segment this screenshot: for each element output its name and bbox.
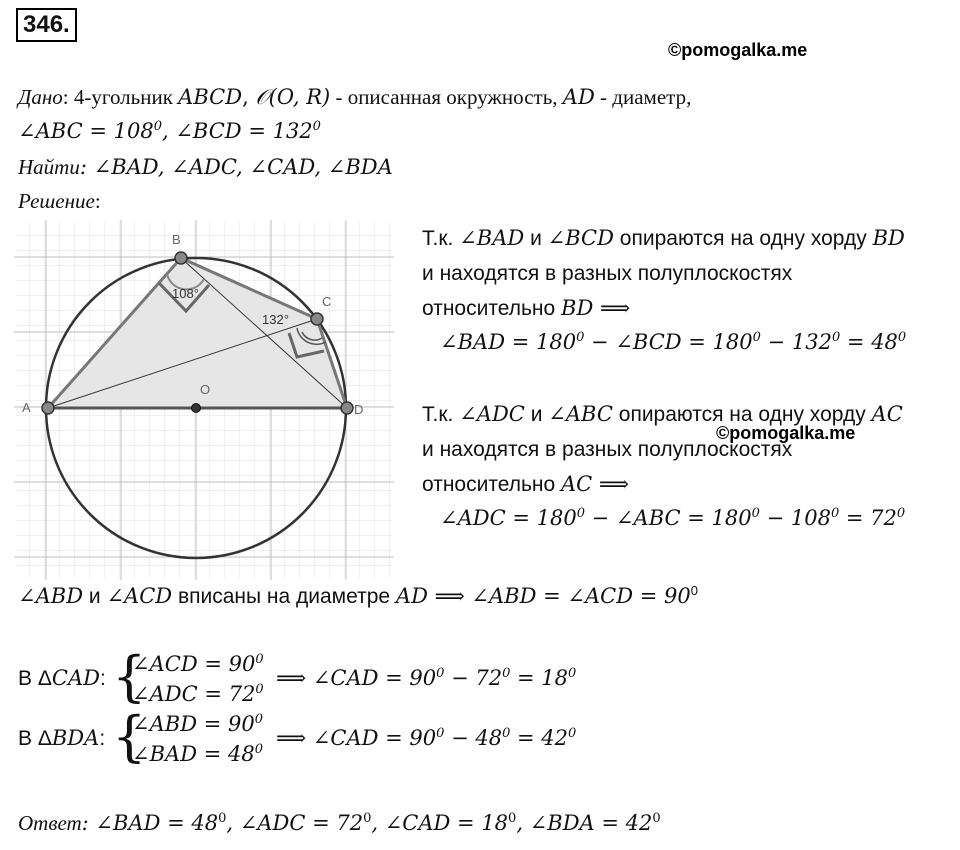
- t: и: [524, 403, 549, 426]
- deg: 0: [652, 811, 661, 826]
- t: − ∠BCD = 180: [584, 330, 753, 354]
- label-a: A: [22, 400, 31, 415]
- step2-line3: [422, 472, 629, 497]
- t: :: [99, 667, 106, 690]
- step4-prefix: [18, 666, 106, 691]
- angle: ∠BAD: [459, 226, 525, 250]
- t: ∠ABD = 90: [132, 712, 255, 736]
- t: ∠ADC = 180: [440, 506, 577, 530]
- t: − 132: [760, 330, 832, 354]
- angle: ∠ADC: [459, 402, 525, 426]
- t: вписаны на диаметре: [172, 585, 396, 608]
- diameter-name: AD: [562, 85, 595, 109]
- given-rest: - описанная окружность,: [330, 85, 563, 109]
- t: − ∠ABC = 180: [584, 506, 752, 530]
- solution-line: [18, 188, 101, 214]
- answer-label: Ответ: [18, 811, 82, 835]
- step4-result: [276, 666, 576, 690]
- label-o: O: [200, 382, 211, 397]
- step5-eq2: [132, 742, 263, 766]
- diameter: AD: [395, 584, 428, 608]
- point-a: [42, 402, 54, 414]
- t: , ∠BDA = 42: [516, 811, 653, 835]
- deg: 0: [502, 726, 511, 741]
- step2-result: [440, 506, 905, 530]
- step1-line3: [422, 296, 630, 321]
- quad-name: ABCD: [178, 85, 243, 109]
- t: ∠ACD = 90: [132, 652, 256, 676]
- deg: 0: [363, 811, 372, 826]
- step1-line1: [422, 226, 905, 251]
- problem-number: 346.: [16, 8, 77, 42]
- chord: AC ⟹: [561, 472, 630, 496]
- t: ⟹ ∠ABD = ∠ACD = 90: [427, 584, 691, 608]
- deg: 0: [896, 506, 906, 521]
- chord: AC: [871, 402, 903, 426]
- step1-result: [440, 330, 906, 354]
- deg: 0: [576, 506, 585, 521]
- deg: 0: [153, 119, 162, 134]
- deg: 0: [568, 726, 577, 741]
- t: В Δ: [18, 667, 52, 690]
- t: Т.к.: [422, 403, 460, 426]
- t: − 48: [444, 726, 503, 750]
- triangle: BDA: [51, 726, 100, 750]
- geometry-diagram: [14, 220, 394, 580]
- step4-eq2: [132, 682, 264, 706]
- step1-line2: и находятся в разных полуплоскостях: [422, 262, 793, 285]
- deg: 0: [576, 330, 585, 345]
- deg: 0: [752, 330, 761, 345]
- circle-name: 𝒪(O, R): [255, 85, 331, 109]
- given-line-1: Дано: 4-угольник ABCD, 𝒪(O, R) - описанная окружность, AD - диаметр,: [18, 85, 692, 109]
- t: опираются на одну хорду: [613, 227, 873, 250]
- point-d: [341, 402, 353, 414]
- point-c: [311, 313, 323, 325]
- step5-result: [276, 726, 576, 750]
- t: ∠BAD = 48: [132, 742, 255, 766]
- step5-prefix: [18, 726, 105, 751]
- point-o: [192, 404, 201, 413]
- t: = 48: [840, 330, 898, 354]
- t: относительно: [422, 473, 562, 496]
- deg: 0: [897, 330, 907, 345]
- t: − 72: [444, 666, 503, 690]
- given-text: : 4-угольник: [62, 85, 179, 109]
- t: , ∠ADC = 72: [226, 811, 364, 835]
- step3-line: [18, 584, 698, 609]
- label-d: D: [354, 402, 364, 417]
- t: , ∠CAD = 18: [371, 811, 509, 835]
- brace-5: {: [112, 705, 147, 768]
- deg: 0: [831, 330, 841, 345]
- deg: 0: [751, 506, 760, 521]
- triangle: CAD: [51, 666, 100, 690]
- angle-label-c: 132°: [262, 312, 289, 327]
- solution-colon: :: [94, 189, 101, 213]
- given-angle-abc: ∠ABC = 108: [18, 119, 154, 143]
- watermark-2: ©pomogalka.me: [716, 423, 856, 443]
- deg: 0: [436, 666, 445, 681]
- deg: 0: [436, 726, 445, 741]
- t: = 72: [839, 506, 897, 530]
- given-end: - диаметр,: [594, 85, 692, 109]
- step5-eq1: [132, 712, 263, 736]
- deg: 0: [312, 119, 321, 134]
- given-line-2: [18, 118, 321, 144]
- find-items: : ∠BAD, ∠ADC, ∠CAD, ∠BDA: [79, 155, 393, 179]
- solution-label: Решение: [18, 189, 95, 213]
- angle: ∠ABD: [18, 584, 84, 608]
- angle: ∠ACD: [106, 584, 173, 608]
- t: опираются на одну хорду: [612, 403, 872, 426]
- given-angle-bcd: , ∠BCD = 132: [161, 119, 313, 143]
- t: и: [83, 585, 107, 608]
- answer-line: [18, 810, 661, 836]
- given-label: Дано: [18, 85, 63, 109]
- angle-label-b: 108°: [172, 286, 199, 301]
- chord: BD: [872, 226, 905, 250]
- step4-eq1: [132, 652, 264, 676]
- watermark: ©pomogalka.me: [668, 40, 808, 60]
- deg: 0: [255, 682, 264, 697]
- label-b: B: [172, 232, 181, 247]
- deg: 0: [502, 666, 511, 681]
- t: :: [99, 727, 106, 750]
- step2-line2: и находятся в разных полуплоскостях: [422, 438, 793, 461]
- t: Т.к.: [422, 227, 460, 250]
- t: ∠BAD = 180: [440, 330, 577, 354]
- t: ⟹ ∠CAD = 90: [276, 666, 437, 690]
- angle: ∠ABC: [548, 402, 613, 426]
- label-c: C: [322, 294, 332, 309]
- deg: 0: [254, 742, 263, 757]
- point-b: [175, 252, 187, 264]
- deg: 0: [690, 583, 698, 598]
- deg: 0: [255, 652, 264, 667]
- chord: BD ⟹: [561, 296, 631, 320]
- deg: 0: [568, 666, 577, 681]
- find-label: Найти: [18, 155, 80, 179]
- t: = 42: [510, 726, 569, 750]
- t: = 18: [510, 666, 569, 690]
- find-line: [18, 154, 393, 180]
- t: ⟹ ∠CAD = 90: [276, 726, 437, 750]
- t: − 108: [759, 506, 831, 530]
- deg: 0: [508, 811, 517, 826]
- deg: 0: [218, 811, 227, 826]
- brace-4: {: [112, 645, 147, 708]
- t: ∠ADC = 72: [132, 682, 256, 706]
- t: относительно: [422, 297, 562, 320]
- deg: 0: [830, 506, 840, 521]
- angle: ∠BCD: [547, 226, 614, 250]
- t: В Δ: [18, 727, 52, 750]
- t: и: [524, 227, 548, 250]
- t: : ∠BAD = 48: [81, 811, 219, 835]
- deg: 0: [254, 712, 263, 727]
